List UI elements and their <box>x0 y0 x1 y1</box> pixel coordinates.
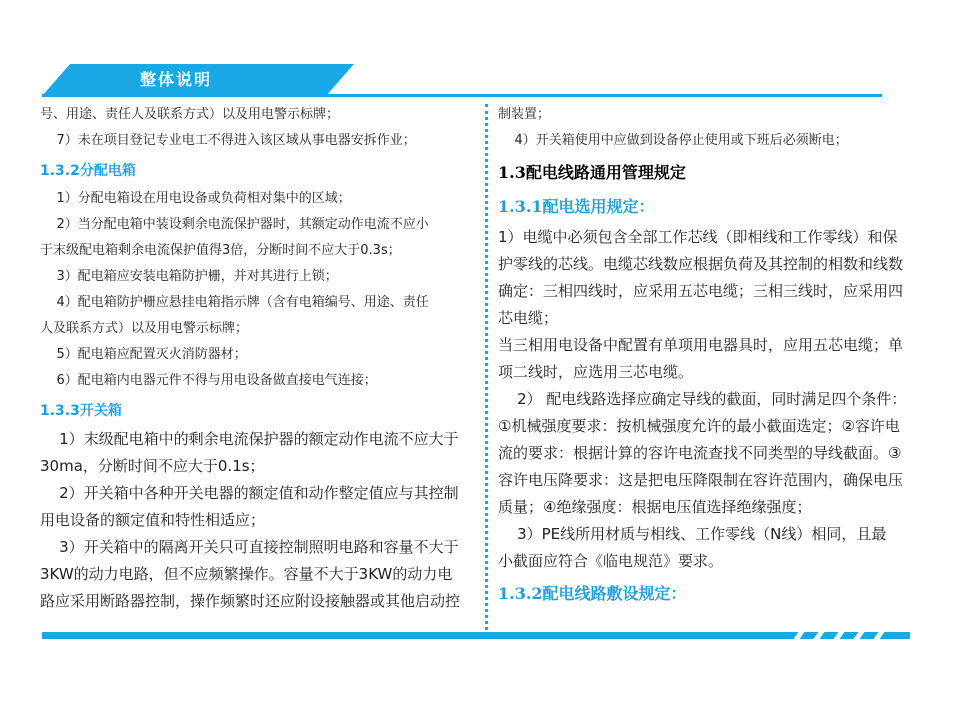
paragraph-line: 1）末级配电箱中的剩余电流保护器的额定动作电流不应大于 <box>40 430 459 448</box>
paragraph-line: 2）开关箱中各种开关电器的额定值和动作整定值应与其控制 <box>40 484 459 502</box>
paragraph-line: 4）配电箱防护栅应悬挂电箱指示牌（含有电箱编号、用途、责任 <box>40 295 429 310</box>
paragraph-line: 30ma，分断时间不应大于0.1s； <box>40 457 265 475</box>
paragraph-line: 3KW的动力电路，但不应频繁操作。容量不大于3KW的动力电 <box>40 565 453 583</box>
paragraph-line: 制装置； <box>498 107 551 122</box>
paragraph-line: 1）分配电箱设在用电设备或负荷相对集中的区域； <box>40 191 351 206</box>
paragraph-line: 路应采用断路器控制，操作频繁时还应附设接触器或其他启动控 <box>40 592 461 610</box>
paragraph-line: 芯电缆； <box>498 309 559 327</box>
section-heading: 1.3.1配电选用规定： <box>498 197 655 216</box>
paragraph-line: 人及联系方式）以及用电警示标牌； <box>40 321 249 336</box>
paragraph-line: 项二线时，应选用三芯电缆。 <box>498 363 694 381</box>
paragraph-line: 2）当分配电箱中装设剩余电流保护器时，其额定动作电流不应小 <box>40 217 429 232</box>
header-underline <box>42 94 882 97</box>
chapter-heading: 1.3配电线路通用管理规定 <box>498 163 686 182</box>
paragraph-line: 当三相用电设备中配置有单项用电器具时，应用五芯电缆；单 <box>498 336 904 354</box>
paragraph-line: ①机械强度要求：按机械强度允许的最小截面选定；②容许电 <box>498 417 900 435</box>
paragraph-line: 容许电压降要求：这是把电压降限制在容许范围内，确保电压 <box>498 471 904 489</box>
section-heading: 1.3.3开关箱 <box>40 403 122 419</box>
paragraph-line: 确定：三相四线时，应采用五芯电缆；三相三线时，应采用四 <box>498 282 904 300</box>
paragraph-line: 3）配电箱应安装电箱防护栅，并对其进行上锁； <box>40 269 338 284</box>
section-heading: 1.3.2分配电箱 <box>40 163 136 179</box>
paragraph-line: 号、用途、责任人及联系方式）以及用电警示标牌； <box>40 107 340 122</box>
paragraph-line: 3）开关箱中的隔离开关只可直接控制照明电路和容量不大于 <box>40 538 459 556</box>
page-title: 整体说明 <box>140 70 213 89</box>
section-heading: 1.3.2配电线路敷设规定： <box>498 584 687 603</box>
paragraph-line: 2） 配电线路选择应确定导线的截面，同时满足四个条件： <box>498 390 907 408</box>
paragraph-line: 护零线的芯线。电缆芯线数应根据负荷及其控制的相数和线数 <box>498 255 904 273</box>
paragraph-line: 3）PE线所用材质与相线、工作零线（N线）相同，且最 <box>498 525 887 543</box>
paragraph-line: 5）配电箱应配置灭火消防器材； <box>40 347 247 362</box>
paragraph-line: 小截面应符合《临电规范》要求。 <box>498 552 724 570</box>
paragraph-line: 用电设备的额定值和特性相适应； <box>40 511 266 529</box>
paragraph-line: 流的要求：根据计算的容许电流查找不同类型的导线截面。③ <box>498 444 902 462</box>
left-column <box>40 102 482 628</box>
paragraph-line: 4）开关箱使用中应做到设备停止使用或下班后必须断电； <box>498 133 848 148</box>
paragraph-line: 质量；④绝缘强度：根据电压值选择绝缘强度； <box>498 498 812 516</box>
paragraph-line: 7）未在项目登记专业电工不得进入该区域从事电器安拆作业； <box>40 133 416 148</box>
paragraph-line: 于末级配电箱剩余电流保护值得3倍，分断时间不应大于0.3s； <box>40 243 401 258</box>
paragraph-line: 6）配电箱内电器元件不得与用电设备做直接电气连接； <box>40 373 377 388</box>
column-divider <box>485 104 488 636</box>
footer-bar <box>42 632 910 639</box>
paragraph-line: 1）电缆中必须包含全部工作芯线（即相线和工作零线）和保 <box>498 228 898 246</box>
right-column <box>498 102 930 628</box>
